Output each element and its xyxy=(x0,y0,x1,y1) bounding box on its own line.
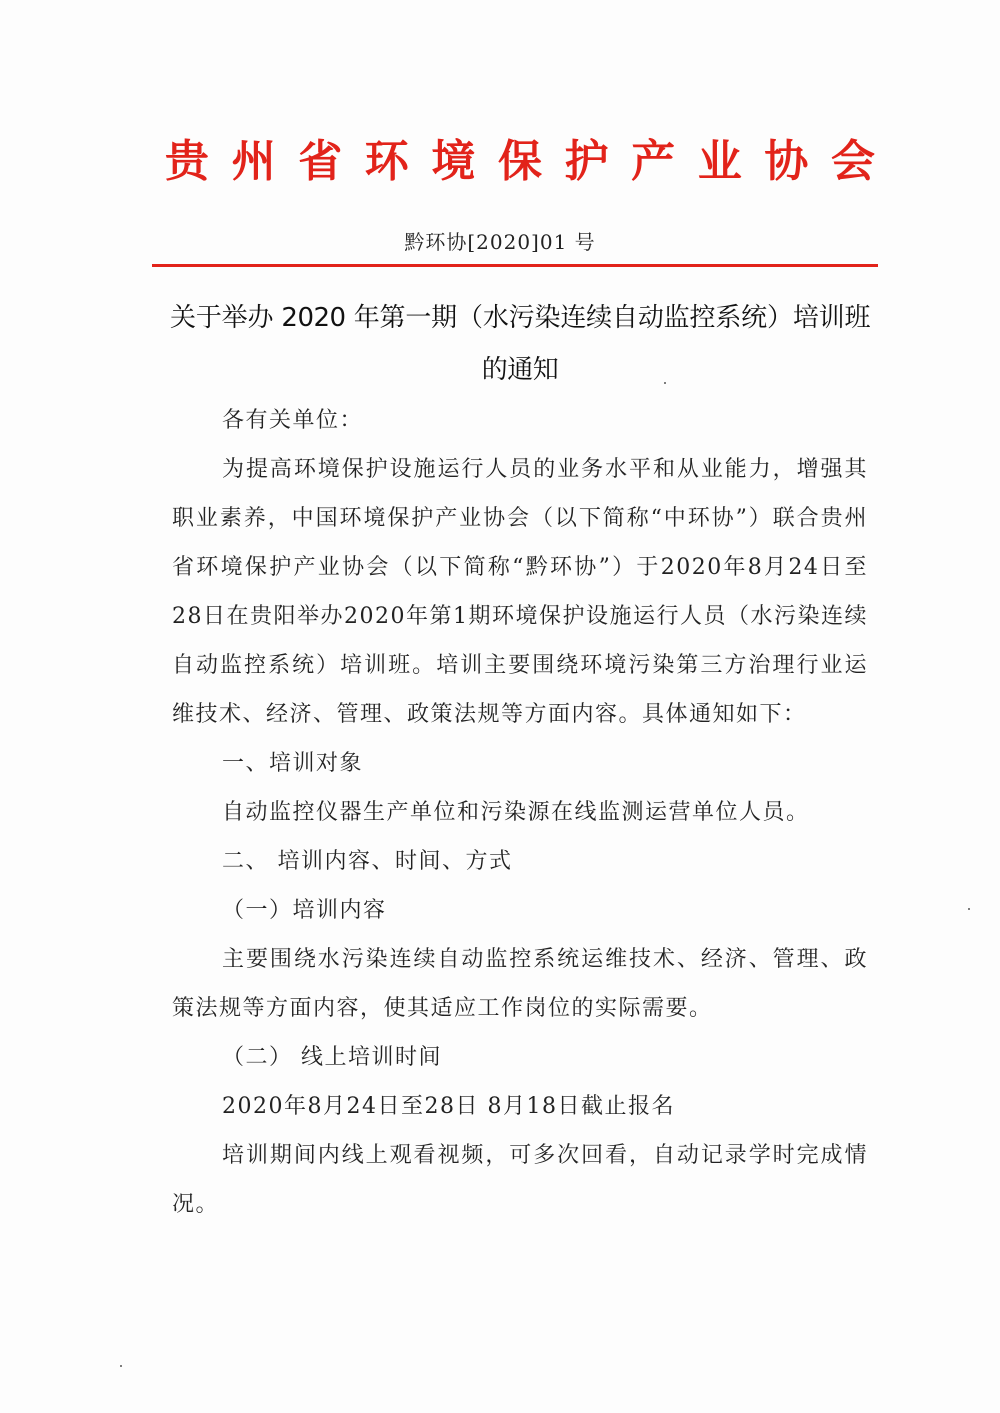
section-heading: 一、培训对象 xyxy=(222,751,364,776)
notice-body xyxy=(172,396,868,1229)
org-char: 协 xyxy=(764,136,809,187)
subsection-paragraph: 培训期间内线上观看视频，可多次回看，自动记录学时完成情况。 xyxy=(172,1143,868,1217)
org-char: 保 xyxy=(497,136,542,187)
org-char: 贵 xyxy=(165,136,209,187)
org-char: 环 xyxy=(364,136,409,187)
scan-speck xyxy=(664,382,666,384)
org-char: 省 xyxy=(298,136,343,187)
org-char: 境 xyxy=(431,136,476,187)
subsection-heading: （一）培训内容 xyxy=(222,898,387,923)
section-heading: 二、 培训内容、时间、方式 xyxy=(222,849,513,874)
org-char: 业 xyxy=(697,136,742,187)
organization-header xyxy=(165,132,875,192)
document-number: 黔环协[2020]01 号 xyxy=(404,230,596,254)
header-divider xyxy=(152,264,878,267)
org-char: 护 xyxy=(564,136,609,187)
org-char: 会 xyxy=(830,136,875,187)
subsection-heading: （二） 线上培训时间 xyxy=(222,1045,442,1070)
section-paragraph: 自动监控仪器生产单位和污染源在线监测运营单位人员。 xyxy=(222,800,810,825)
salutation: 各有关单位： xyxy=(222,408,364,433)
notice-title: 关于举办 2020 年第一期（水污染连续自动监控系统）培训班的通知 xyxy=(170,303,870,385)
training-dates: 2020年8月24日至28日 8月18日截止报名 xyxy=(222,1094,675,1119)
org-char: 州 xyxy=(231,136,276,187)
org-char: 产 xyxy=(631,136,676,187)
scan-speck xyxy=(120,1365,122,1367)
scan-speck xyxy=(968,908,970,910)
intro-paragraph: 为提高环境保护设施运行人员的业务水平和从业能力，增强其职业素养，中国环境保护产业协会（以下简称“中环协”）联合贵州省环境保护产业协会（以下简称“黔环协”）于2020年8月24日至28日在贵阳举办2020年第1期环境保护设施运行人员（水污染连续自动监控系统）培训班。培训主要围绕环境污染第三方治理行业运维技术、经济、管理、政策法规等方面内容。具体通知如下： xyxy=(172,457,868,727)
subsection-paragraph: 主要围绕水污染连续自动监控系统运维技术、经济、管理、政策法规等方面内容，使其适应工作岗位的实际需要。 xyxy=(172,947,868,1021)
